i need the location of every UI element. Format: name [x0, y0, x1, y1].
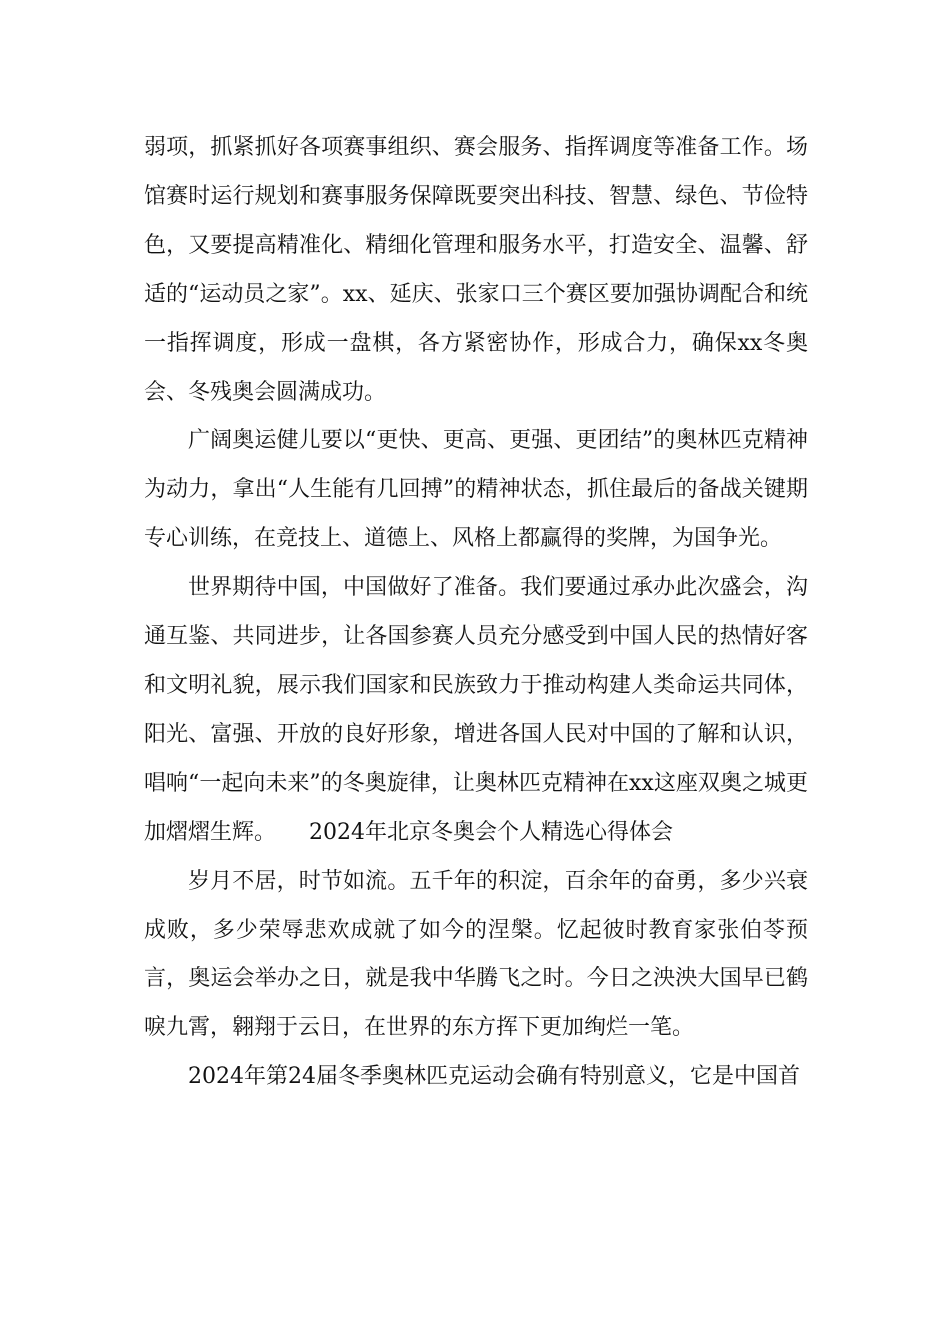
paragraph-3: 世界期待中国，中国做好了准备。我们要通过承办此次盛会，沟通互鉴、共同进步，让各国参赛人员充分感受到中国人民的热情好客和文明礼貌，展示我们国家和民族致力于推动构建人类命运共同体，阳光、富强、开放的良好形象，增进各国人民对中国的了解和认识，唱响“一起向未来”的冬奥旋律，让奥林匹克精神在xx这座双奥之城更加熠熠生辉。 2024年北京冬奥会个人精选心得体会 [144, 575, 808, 845]
paragraph-4: 岁月不居，时节如流。五千年的积淀，百余年的奋勇，多少兴衰成败，多少荣辱悲欢成就了如今的涅槃。忆起彼时教育家张伯苓预言，奥运会举办之日，就是我中华腾飞之时。今日之泱泱大国早已鹤唳九霄，翱翔于云日，在世界的东方挥下更加绚烂一笔。 [144, 868, 808, 1041]
paragraph-5: 2024年第24届冬季奥林匹克运动会确有特别意义，它是中国首 [188, 1064, 800, 1090]
document-body [144, 124, 808, 1102]
paragraph-2: 广阔奥运健儿要以“更快、更高、更强、更团结”的奥林匹克精神为动力，拿出“人生能有几回搏”的精神状态，抓住最后的备战关键期专心训练，在竞技上、道德上、风格上都赢得的奖牌，为国争光。 [144, 428, 808, 552]
paragraph-1: 弱项，抓紧抓好各项赛事组织、赛会服务、指挥调度等准备工作。场馆赛时运行规划和赛事服务保障既要突出科技、智慧、绿色、节俭特色，又要提高精准化、精细化管理和服务水平，打造安全、温馨、舒适的“运动员之家”。xx、延庆、张家口三个赛区要加强协调配合和统一指挥调度，形成一盘棋，各方紧密协作，形成合力，确保xx冬奥会、冬残奥会圆满成功。 [144, 135, 808, 405]
